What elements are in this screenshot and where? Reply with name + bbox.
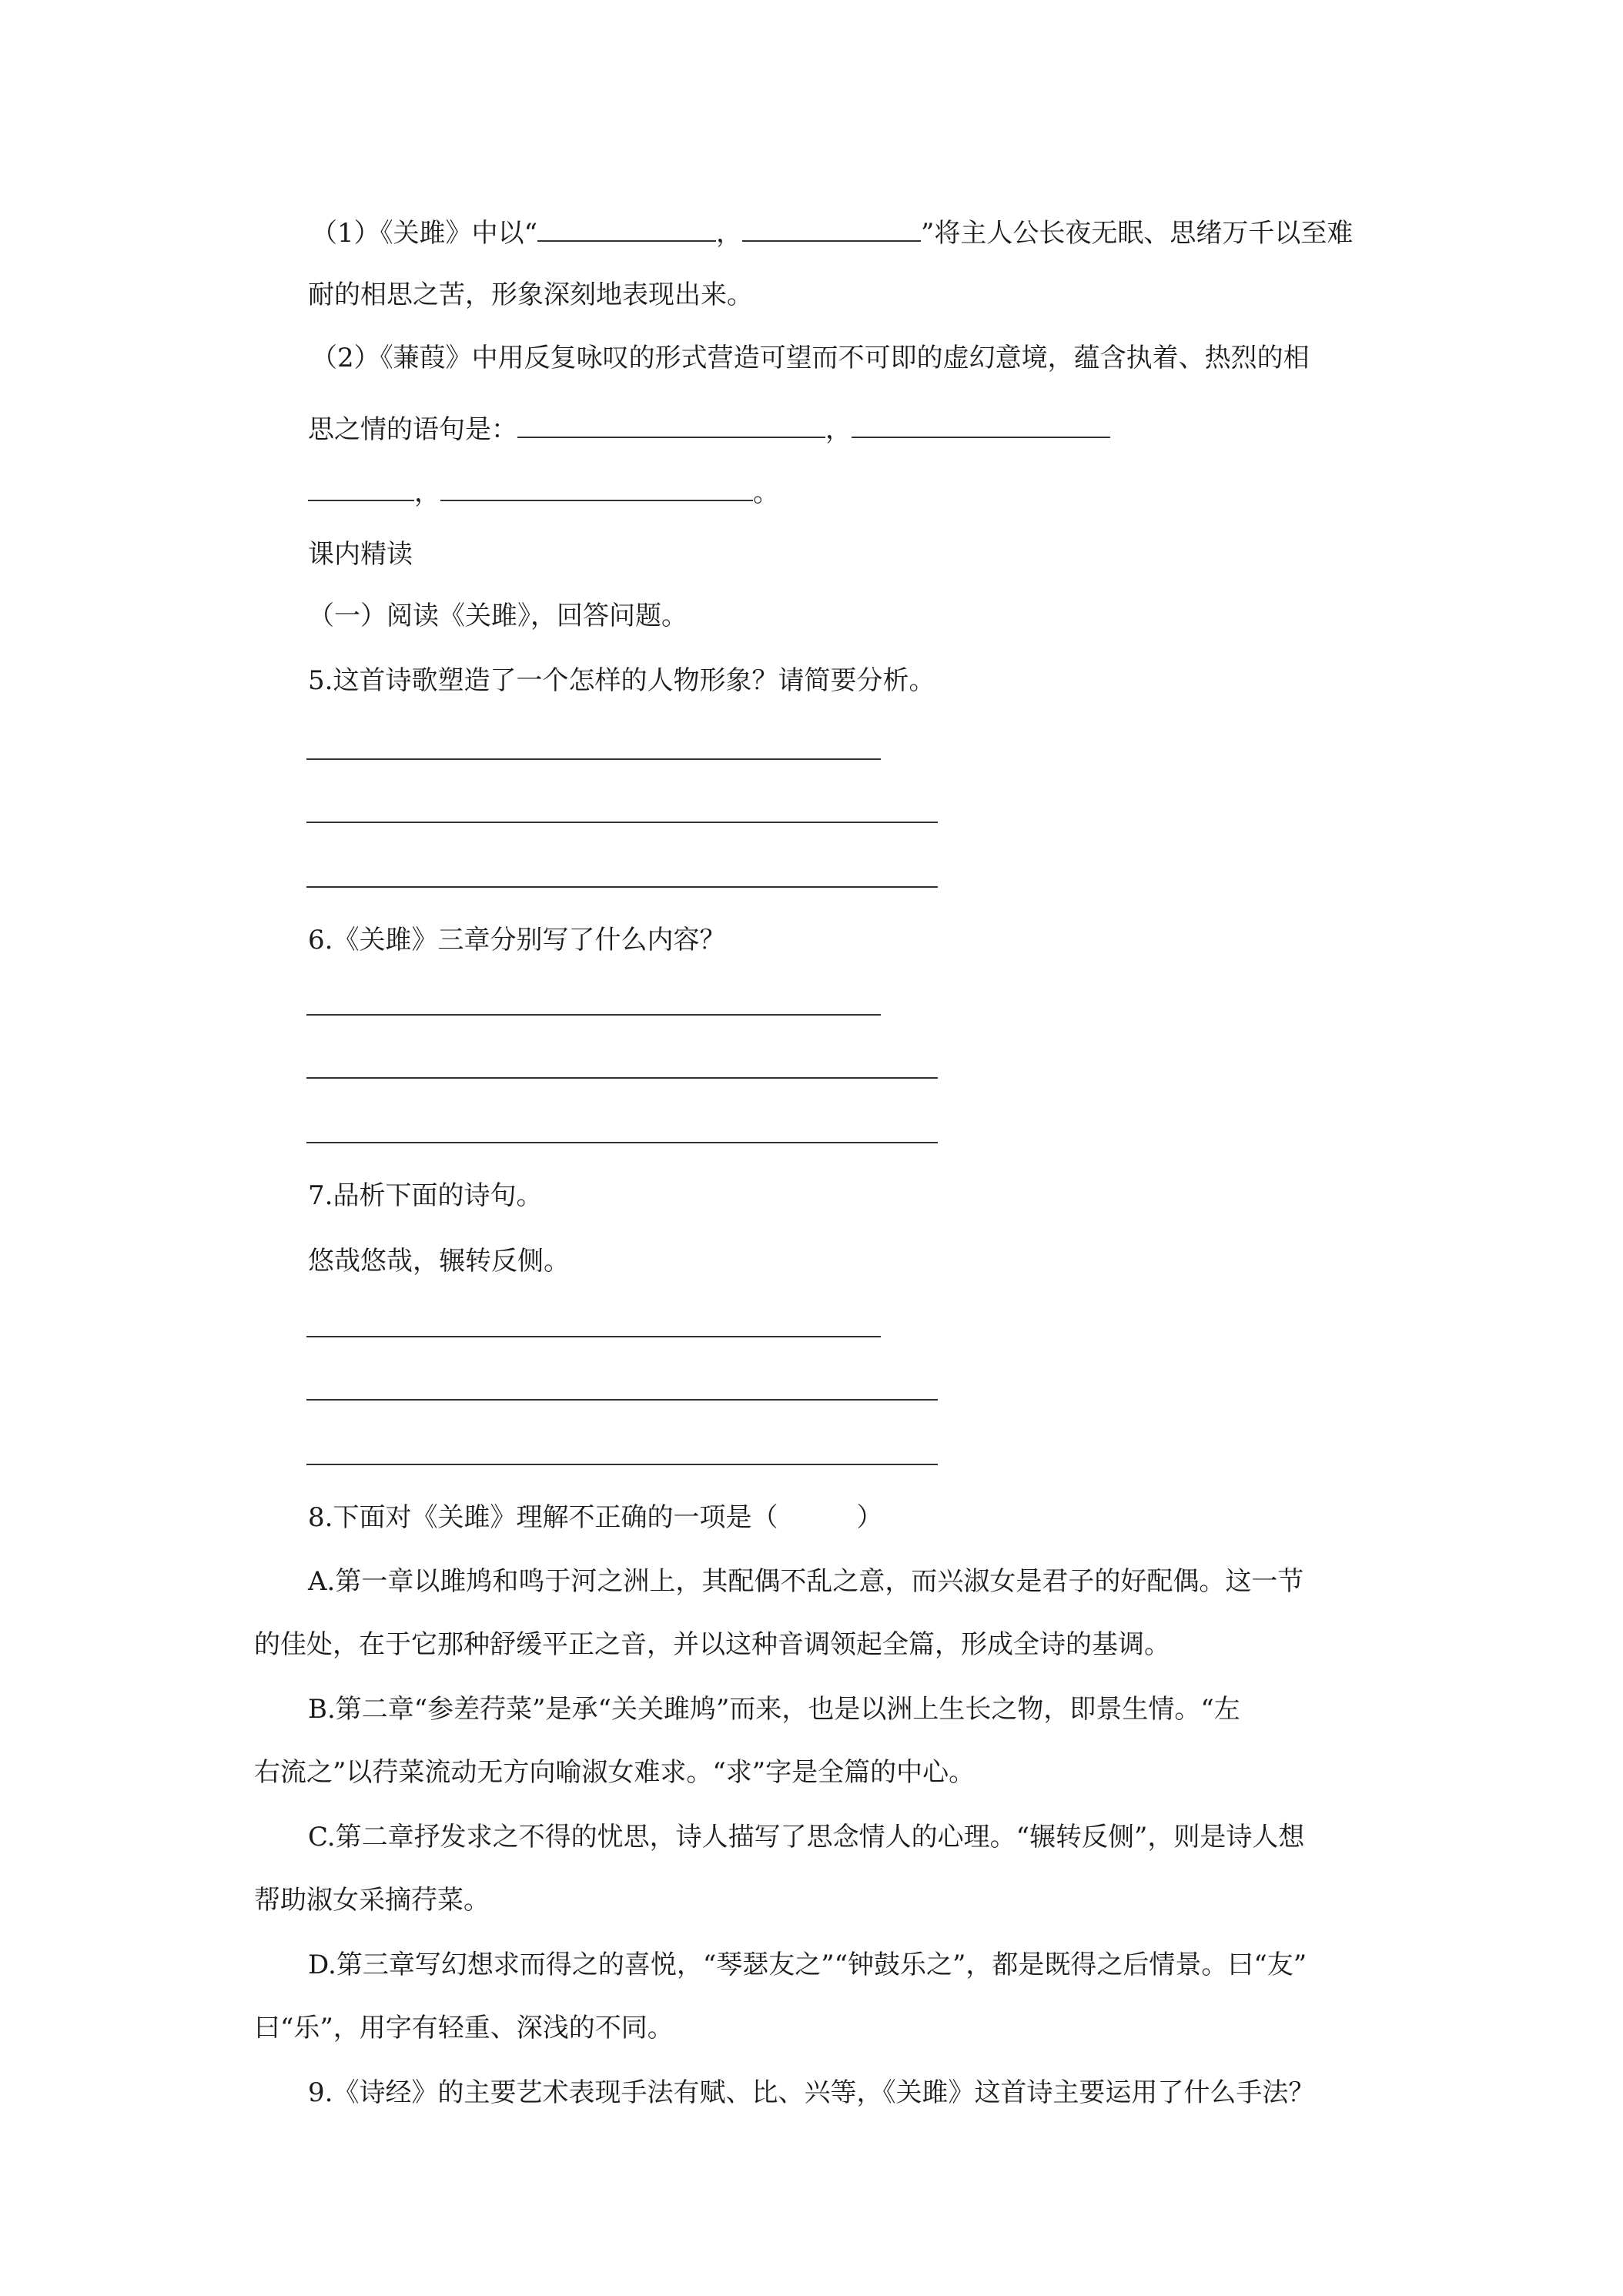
section-title: 课内精读 — [308, 539, 413, 570]
fill-question-2-line-3 — [308, 474, 779, 511]
answer-blank[interactable] — [308, 477, 414, 501]
option-c-line-2: 帮助淑女采摘荇菜。 — [254, 1885, 490, 1916]
answer-line[interactable] — [306, 822, 938, 823]
answer-line[interactable] — [306, 886, 938, 888]
q2-comma: ， — [825, 414, 852, 445]
question-7-quote: 悠哉悠哉，辗转反侧。 — [308, 1246, 570, 1277]
answer-line[interactable] — [306, 1464, 938, 1465]
answer-blank[interactable] — [440, 477, 753, 501]
q2-comma-2: ， — [414, 477, 440, 508]
option-a-line-1: A.第一章以雎鸠和鸣于河之洲上，其配偶不乱之意，而兴淑女是君子的好配偶。这一节 — [308, 1566, 1304, 1597]
answer-blank[interactable] — [742, 217, 921, 242]
option-d-line-2: 曰“乐”，用字有轻重、深浅的不同。 — [254, 2013, 674, 2043]
q1-suffix: ”将主人公长夜无眠、思绪万千以至难 — [921, 218, 1354, 249]
q1-comma: ， — [716, 218, 743, 249]
answer-line[interactable] — [306, 1399, 938, 1401]
q2-prefix: 思之情的语句是： — [308, 414, 517, 445]
answer-line[interactable] — [306, 758, 881, 760]
answer-line[interactable] — [306, 1336, 881, 1337]
question-9: 9.《诗经》的主要艺术表现手法有赋、比、兴等，《关雎》这首诗主要运用了什么手法？ — [308, 2077, 1315, 2108]
option-b-line-1: B.第二章“参差荇菜”是承“关关雎鸠”而来，也是以洲上生长之物，即景生情。“左 — [308, 1694, 1240, 1725]
question-7: 7.品析下面的诗句。 — [308, 1180, 543, 1211]
answer-blank[interactable] — [537, 217, 716, 242]
fill-question-2-line-2 — [308, 411, 1110, 448]
q1-prefix: （1）《关雎》中以“ — [311, 218, 538, 249]
option-a-line-2: 的佳处，在于它那种舒缓平正之音，并以这种音调领起全篇，形成全诗的基调。 — [254, 1629, 1170, 1660]
answer-blank[interactable] — [852, 413, 1110, 438]
answer-line[interactable] — [306, 1077, 938, 1079]
option-c-line-1: C.第二章抒发求之不得的忧思，诗人描写了思念情人的心理。“辗转反侧”，则是诗人想 — [308, 1822, 1305, 1853]
option-d-line-1: D.第三章写幻想求而得之的喜悦，“琴瑟友之”“钟鼓乐之”，都是既得之后情景。曰“友” — [308, 1950, 1307, 1980]
answer-line[interactable] — [306, 1014, 881, 1016]
q2-end: 。 — [753, 477, 779, 508]
option-b-line-2: 右流之”以荇菜流动无方向喻淑女难求。“求”字是全篇的中心。 — [254, 1757, 975, 1788]
question-8: 8.下面对《关雎》理解不正确的一项是（ ） — [308, 1502, 883, 1533]
answer-blank[interactable] — [517, 413, 825, 438]
answer-line[interactable] — [306, 1142, 938, 1143]
question-6: 6.《关雎》三章分别写了什么内容？ — [308, 925, 726, 956]
fill-question-1 — [311, 215, 1353, 252]
fill-question-1-line-2: 耐的相思之苦，形象深刻地表现出来。 — [308, 279, 753, 310]
fill-question-2: （2）《蒹葭》中用反复咏叹的形式营造可望而不可即的虚幻意境，蕴含执着、热烈的相 — [311, 343, 1310, 373]
question-5: 5.这首诗歌塑造了一个怎样的人物形象？请简要分析。 — [308, 665, 935, 696]
section-subtitle: （一）阅读《关雎》，回答问题。 — [308, 601, 688, 631]
